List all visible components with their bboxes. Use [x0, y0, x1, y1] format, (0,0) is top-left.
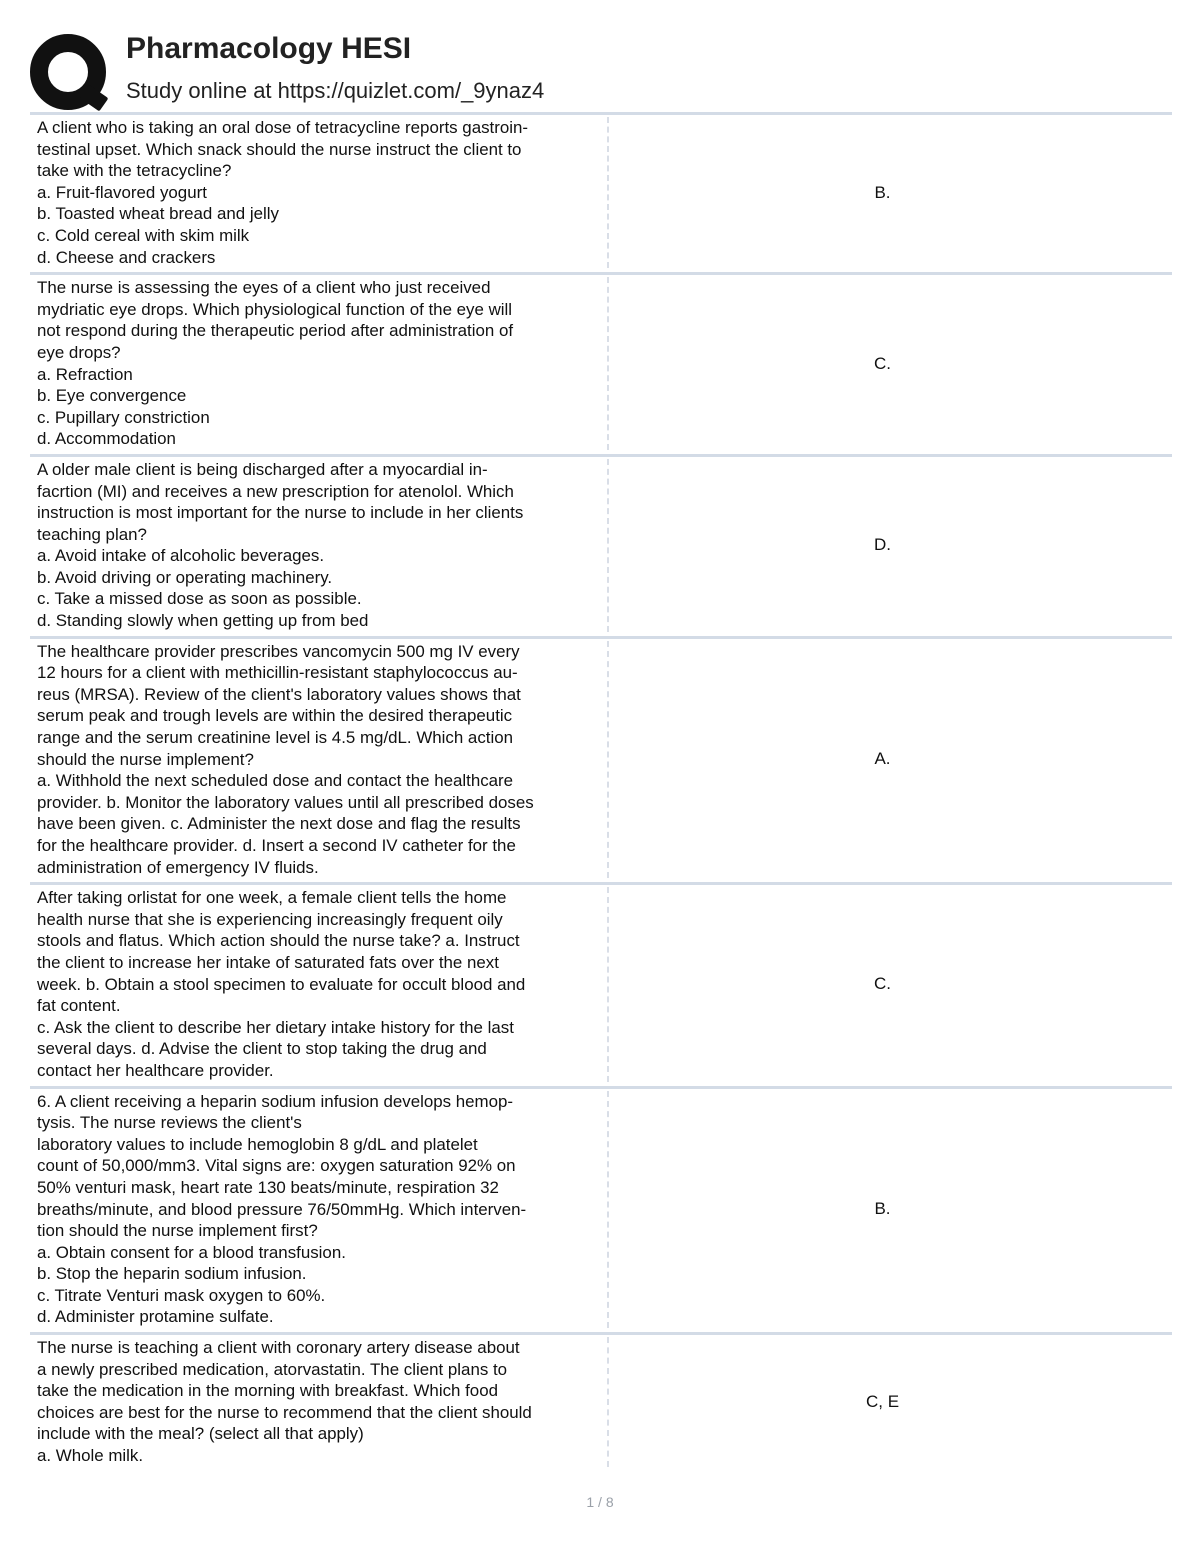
card-definition: C, E [865, 1391, 900, 1411]
flashcard-row [30, 272, 1172, 454]
card-definition: A. [874, 749, 891, 769]
card-definition: B. [874, 1199, 891, 1219]
document-title: Pharmacology HESI [126, 32, 412, 65]
document-subtitle: Study online at https://quizlet.com/_9ynaz4 [126, 78, 545, 103]
flashcard-row [30, 1086, 1172, 1333]
card-term: The healthcare provider prescribes vancomycin 500 mg IV every 12 hours for a client with methicillin-resistant staphylococcus au- reus (MRSA). Review of the client's laboratory values shows that serum peak and trough levels are within the desired therapeutic range and the serum creatinine level is 4.5 mg/dL. Which action should the nurse implement? a. Withhold the next scheduled dose and contact the healthcare provider. b. Monitor the laboratory values until all prescribed doses have been given. c. Administer the next dose and flag the results for the healthcare provider. d. Insert a second IV catheter for the administration of emergency IV fluids. [30, 641, 609, 879]
card-term: A older male client is being discharged after a myocardial in- facrtion (MI) and receives a new prescription for atenolol. Which instruction is most important for the nurse to include in her clients teaching plan? a. Avoid intake of alcoholic beverages. b. Avoid driving or operating machinery. c. Take a missed dose as soon as possible. d. Standing slowly when getting up from bed [30, 459, 609, 632]
card-term: The nurse is teaching a client with coronary artery disease about a newly prescribed medication, atorvastatin. The client plans to take the medication in the morning with breakfast. Which food choices are best for the nurse to recommend that the client should include with the meal? (select all that apply) a. Whole milk. [30, 1337, 609, 1467]
card-term: 6. A client receiving a heparin sodium infusion develops hemop- tysis. The nurse reviews the client's laboratory values to include hemoglobin 8 g/dL and platelet count of 50,000/mm3. Vital signs are: oxygen saturation 92% on 50% venturi mask, heart rate 130 beats/minute, respiration 32 breaths/minute, and blood pressure 76/50mmHg. Which interven- tion should the nurse implement first? a. Obtain consent for a blood transfusion. b. Stop the heparin sodium infusion. c. Titrate Venturi mask oxygen to 60%. d. Administer protamine sulfate. [30, 1091, 609, 1329]
card-definition: C. [874, 353, 891, 373]
quizlet-q-logo-icon [30, 32, 116, 118]
flashcard-list [30, 112, 1172, 1471]
flashcard-row [30, 112, 1172, 272]
document-header [28, 26, 1178, 112]
flashcard-row [30, 882, 1172, 1085]
flashcard-row [30, 1332, 1172, 1471]
card-term: The nurse is assessing the eyes of a client who just received mydriatic eye drops. Which physiological function of the eye will not respond during the therapeutic period after administration of eye drops? a. Refraction b. Eye convergence c. Pupillary constriction d. Accommodation [30, 277, 609, 450]
flashcard-row [30, 454, 1172, 636]
flashcard-row [30, 636, 1172, 883]
card-definition: C. [874, 974, 891, 994]
page-number: 1 / 8 [586, 1494, 614, 1510]
card-definition: D. [874, 535, 891, 555]
card-term: A client who is taking an oral dose of tetracycline reports gastroin- testinal upset. Which snack should the nurse instruct the client to take with the tetracycline? a. Fruit-flavored yogurt b. Toasted wheat bread and jelly c. Cold cereal with skim milk d. Cheese and crackers [30, 117, 609, 268]
card-term: After taking orlistat for one week, a female client tells the home health nurse that she is experiencing increasingly frequent oily stools and flatus. Which action should the nurse take? a. Instruct the client to increase her intake of saturated fats over the next week. b. Obtain a stool specimen to evaluate for occult blood and fat content. c. Ask the client to describe her dietary intake history for the last several days. d. Advise the client to stop taking the drug and contact her healthcare provider. [30, 887, 609, 1081]
card-definition: B. [874, 182, 891, 202]
